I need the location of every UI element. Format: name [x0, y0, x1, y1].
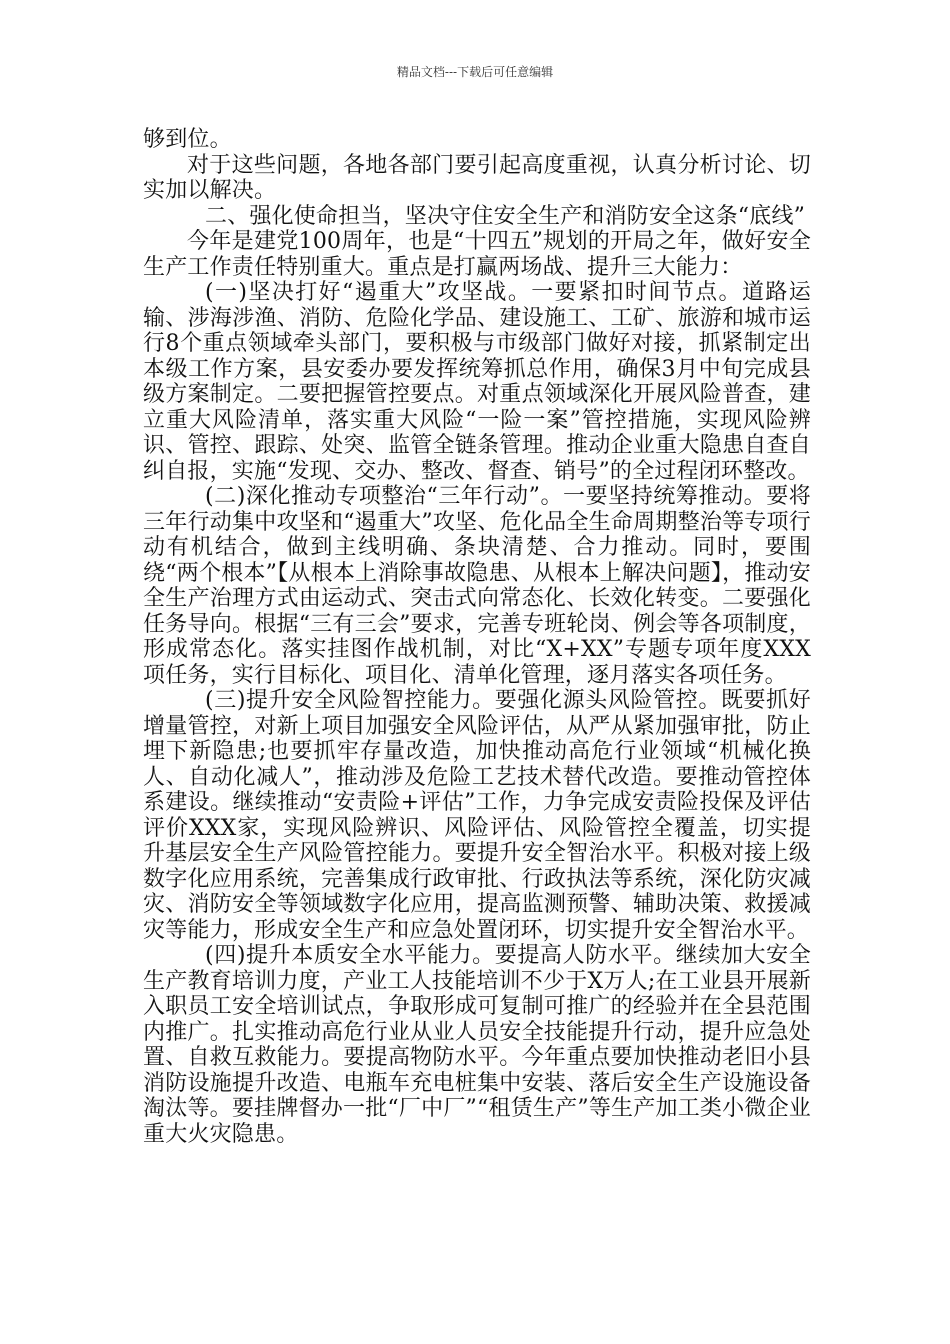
paragraph-item-1: (一)坚决打好“遏重大”攻坚战。一要紧扣时间节点。道路运输、涉海涉渔、消防、危险化学品、建设施工、工矿、旅游和城市运行8个重点领域牵头部门，要积极与市级部门做好对接，抓紧制定出本级工作方案，县安委办要发挥统筹抓总作用，确保3月中旬完成县级方案制定。二要把握管控要点。对重点领域深化开展风险普查，建立重大风险清单，落实重大风险“一险一案”管控措施，实现风险辨识、管控、跟踪、处突、监管全链条管理。推动企业重大隐患自查自纠自报，实施“发现、交办、整改、督查、销号”的全过程闭环整改。 [143, 280, 811, 484]
paragraph-item-3: (三)提升安全风险智控能力。要强化源头风险管控。既要抓好增量管控，对新上项目加强安全风险评估，从严从紧加强审批，防止埋下新隐患;也要抓牢存量改造，加快推动高危行业领域“机械化换人、自动化减人”，推动涉及危险工艺技术替代改造。要推动管控体系建设。继续推动“安责险+评估”工作，力争完成安责险投保及评估评价XXX家，实现风险辨识、风险评估、风险管控全覆盖，切实提升基层安全生产风险管控能力。要提升安全智治水平。积极对接上级数字化应用系统，完善集成行政审批、行政执法等系统，深化防灾减灾、消防安全等领域数字化应用，提高监测预警、辅助决策、救援减灾等能力，形成安全生产和应急处置闭环，切实提升安全智治水平。 [143, 688, 811, 943]
paragraph-item-2: (二)深化推动专项整治“三年行动”。一要坚持统筹推动。要将三年行动集中攻坚和“遏重大”攻坚、危化品全生命周期整治等专项行动有机结合，做到主线明确、条块清楚、合力推动。同时，要围绕“两个根本”【从根本上消除事故隐患、从根本上解决问题】，推动安全生产治理方式由运动式、突击式向常态化、长效化转变。二要强化任务导向。根据“三有三会”要求，完善专班轮岗、例会等各项制度，形成常态化。落实挂图作战机制，对比“X+XX”专题专项年度XXX项任务，实行目标化、项目化、清单化管理，逐月落实各项任务。 [143, 484, 811, 688]
page-header: 精品文档---下载后可任意编辑 [396, 65, 554, 79]
paragraph-overview: 今年是建党100周年，也是“十四五”规划的开局之年，做好安全生产工作责任特别重大。重点是打赢两场战、提升三大能力： [143, 229, 811, 280]
section-heading: 二、强化使命担当，坚决守住安全生产和消防安全这条“底线” [205, 203, 806, 229]
paragraph-item-4: (四)提升本质安全水平能力。要提高人防水平。继续加大安全生产教育培训力度，产业工人技能培训不少于X万人;在工业县开展新入职员工安全培训试点，争取形成可复制可推广的经验并在全县范围内推广。扎实推动高危行业从业人员安全技能提升行动，提升应急处置、自救互救能力。要提高物防水平。今年重点要加快推动老旧小县消防设施提升改造、电瓶车充电桩集中安装、落后安全生产设施设备淘汰等。要挂牌督办一批“厂中厂”“租赁生产”等生产加工类小微企业重大火灾隐患。 [143, 943, 811, 1147]
document-body [143, 127, 811, 1147]
paragraph-intro: 对于这些问题，各地各部门要引起高度重视，认真分析讨论、切实加以解决。 [143, 152, 811, 203]
paragraph-continuation: 够到位。 [143, 127, 232, 152]
